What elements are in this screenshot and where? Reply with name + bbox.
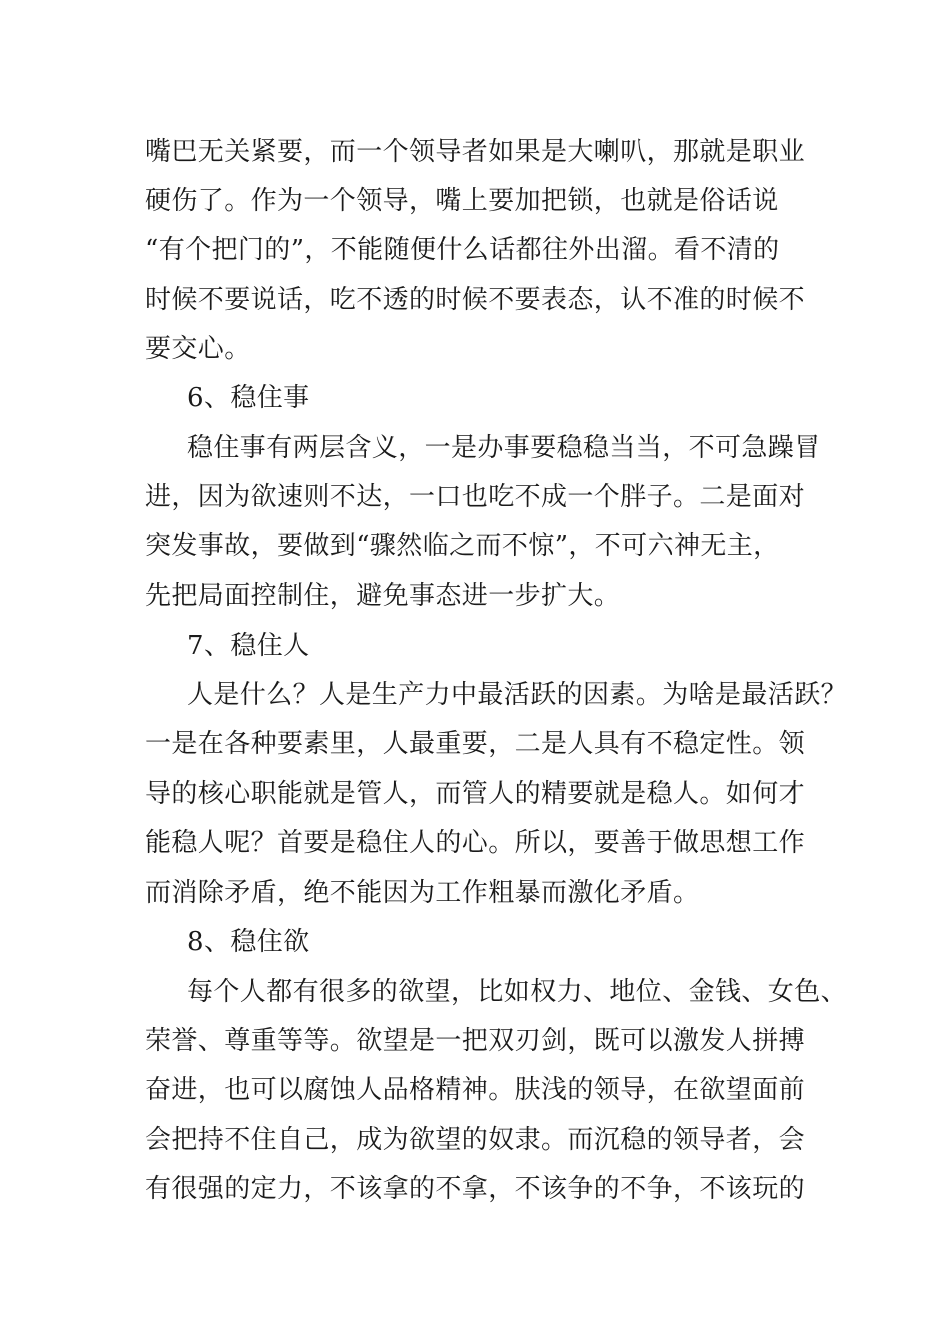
paragraph-first-line: 每个人都有很多的欲望，比如权力、地位、金钱、女色、	[187, 977, 848, 1007]
text-line: 要交心。	[145, 334, 251, 364]
section-heading: 8、稳住欲	[187, 927, 310, 957]
paragraph-first-line: 人是什么？人是生产力中最活跃的因素。为啥是最活跃？	[187, 680, 848, 710]
text-line: 先把局面控制住，避免事态进一步扩大。	[145, 581, 621, 611]
section-heading: 7、稳住人	[187, 631, 310, 661]
text-line: 会把持不住自己，成为欲望的奴隶。而沉稳的领导者，会	[145, 1125, 806, 1155]
text-line: 能稳人呢？首要是稳住人的心。所以，要善于做思想工作	[145, 828, 806, 858]
text-line: 奋进，也可以腐蚀人品格精神。肤浅的领导，在欲望面前	[145, 1075, 806, 1105]
text-line: “有个把门的”，不能随便什么话都往外出溜。看不清的	[145, 235, 780, 265]
text-line: 时候不要说话，吃不透的时候不要表态，认不准的时候不	[145, 285, 806, 315]
section-heading: 6、稳住事	[187, 383, 310, 413]
text-line: 突发事故，要做到“骤然临之而不惊”，不可六神无主，	[145, 531, 780, 561]
text-line: 硬伤了。作为一个领导，嘴上要加把锁，也就是俗话说	[145, 186, 779, 216]
paragraph-first-line: 稳住事有两层含义，一是办事要稳稳当当，不可急躁冒	[187, 433, 821, 463]
text-line: 有很强的定力，不该拿的不拿，不该争的不争，不该玩的	[145, 1174, 806, 1204]
text-line: 一是在各种要素里，人最重要，二是人具有不稳定性。领	[145, 729, 806, 759]
text-line: 导的核心职能就是管人，而管人的精要就是稳人。如何才	[145, 779, 806, 809]
text-line: 而消除矛盾，绝不能因为工作粗暴而激化矛盾。	[145, 878, 700, 908]
text-line: 嘴巴无关紧要，而一个领导者如果是大喇叭，那就是职业	[145, 137, 806, 167]
text-line: 荣誉、尊重等等。欲望是一把双刃剑，既可以激发人拼搏	[145, 1026, 806, 1056]
text-line: 进，因为欲速则不达，一口也吃不成一个胖子。二是面对	[145, 482, 806, 512]
